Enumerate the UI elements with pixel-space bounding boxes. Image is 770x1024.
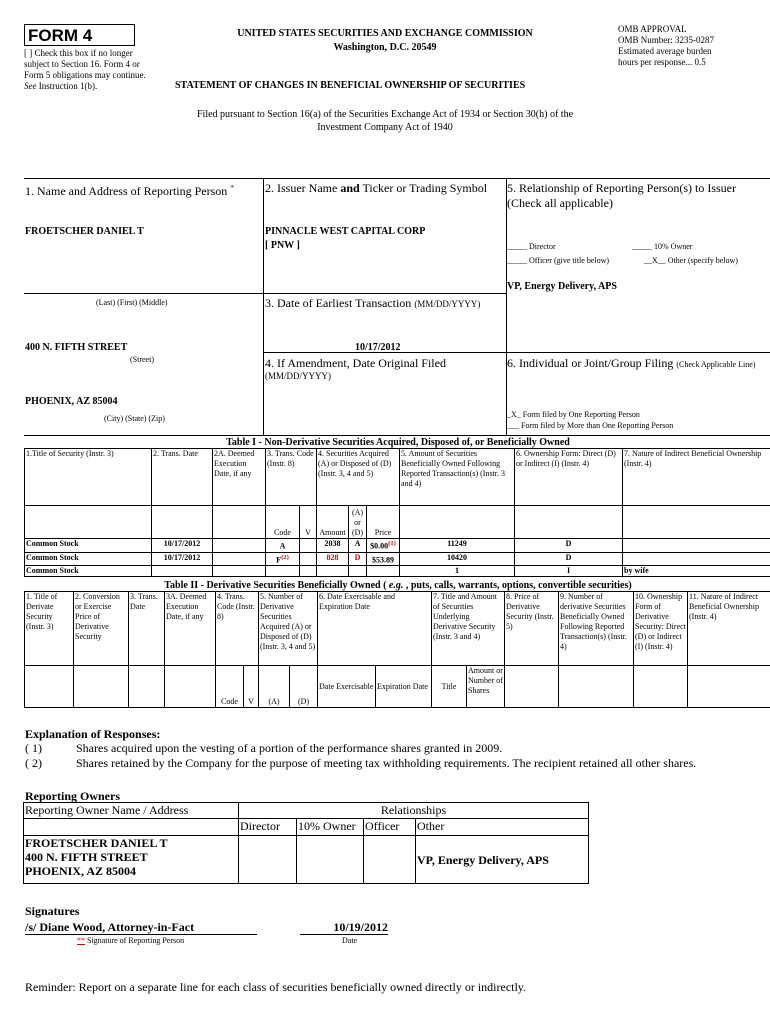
row-title: Common Stock [25, 539, 152, 553]
row-title: Common Stock [25, 552, 152, 566]
check-box-note-text: [ ] Check this box if no longer subject to Section 16. Form 4 or Form 5 obligations may continue. [24, 48, 146, 80]
table1 [24, 448, 770, 577]
row-aord: D [349, 552, 367, 566]
table2-header-row [25, 592, 770, 666]
reporting-person-name: FROETSCHER DANIEL T [25, 226, 144, 237]
box1-label-text: 1. Name and Address of Reporting Person [25, 184, 228, 198]
row-price-value: $53.89 [372, 555, 395, 565]
t2-col7: 7. Title and Amount of Securities Underlying Derivative Security (Instr. 3 and 4) [432, 592, 505, 666]
divider-v1 [263, 178, 264, 436]
t2-col11: 11. Nature of Indirect Beneficial Ownership (Instr. 4) [688, 592, 770, 666]
row-price [367, 552, 400, 566]
t1-col4: 4. Securities Acquired (A) or Disposed of (D) (Instr. 3, 4 and 5) [317, 449, 400, 506]
rel-director: _____ Director [507, 242, 556, 251]
omb-line-1: OMB APPROVAL [618, 24, 687, 34]
box5-sub: (Check all applicable) [507, 196, 613, 210]
table-row [24, 836, 589, 884]
box1-marker: * [230, 184, 234, 192]
check-box-instr: Instruction 1(b). [36, 81, 98, 91]
table2-title-eg: e.g. [388, 580, 404, 591]
owners-col-relationships: Relationships [239, 803, 589, 819]
issuer-name: PINNACLE WEST CAPITAL CORP [265, 226, 426, 237]
box2-label-b: Ticker or Trading Symbol [359, 181, 488, 195]
signature-marker[interactable]: ** [77, 936, 85, 945]
date-label: Date [342, 936, 358, 945]
row-v [300, 552, 317, 566]
row-owned: 10420 [400, 552, 515, 566]
row-code [266, 566, 300, 577]
t1-col2: 2. Trans. Date [152, 449, 213, 506]
row-title: Common Stock [25, 566, 152, 577]
t2-sub-a: (A) [259, 666, 290, 708]
t1-col7: 7. Nature of Indirect Beneficial Ownership (Instr. 4) [623, 449, 770, 506]
issuer-ticker: [ PNW ] [265, 240, 300, 251]
box2-label [265, 181, 487, 195]
t2-col10: 10. Ownership Form of Derivative Security: Direct (D) or Indirect (I) (Instr. 4) [634, 592, 688, 666]
row-price-footnote[interactable]: (1) [388, 540, 396, 547]
t2-col2: 2. Conversion or Exercise Price of Derivative Security [74, 592, 129, 666]
owner-ten [297, 836, 364, 884]
row-owned: 11249 [400, 539, 515, 553]
signature-label-text: Signature of Reporting Person [85, 936, 185, 945]
box6-label [507, 356, 769, 370]
omb-line-4: hours per response... 0.5 [618, 57, 706, 67]
t2-col1: 1. Title of Derivate Security (Instr. 3) [25, 592, 74, 666]
row-amount [317, 566, 349, 577]
explanation-item-2-text: Shares retained by the Company for the purpose of meeting tax withholding requirements. The recipient retained all other shares. [76, 756, 697, 770]
row-amount: 828 [317, 552, 349, 566]
signature-label [77, 936, 184, 946]
omb-line-2: OMB Number: 3235-0287 [618, 35, 714, 45]
box3-label [265, 296, 480, 310]
commission-city: Washington, D.C. 20549 [333, 42, 437, 53]
filing-many: ___ Form filed by More than One Reporting Person [507, 421, 674, 430]
t2-sub-d: (D) [290, 666, 318, 708]
row-nature [623, 539, 770, 553]
row-nature [623, 552, 770, 566]
t2-sub-exp: Expiration Date [376, 666, 432, 708]
box4-hint: (MM/DD/YYYY) [265, 371, 331, 381]
row-nature: by wife [623, 566, 770, 577]
reporting-street: 400 N. FIFTH STREET [25, 342, 128, 353]
row-price [367, 566, 400, 577]
row-code-footnote[interactable]: (2) [281, 553, 289, 561]
owner-name: FROETSCHER DANIEL T [25, 836, 168, 850]
t1-col5: 5. Amount of Securities Beneficially Owned Following Reported Transaction(s) (Instr. 3 and 4) [400, 449, 515, 506]
t2-sub-v: V [244, 666, 259, 708]
reminder: Reminder: Report on a separate line for each class of securities beneficially owned directly or indirectly. [25, 980, 527, 994]
t1-sub-amount: Amount [317, 506, 349, 539]
box3-label-text: 3. Date of Earliest Transaction [265, 296, 415, 310]
row-aord: A [349, 539, 367, 553]
owners-table [23, 802, 589, 884]
t2-col6: 6. Date Exercisable and Expiration Date [318, 592, 432, 666]
filed-pursuant-2: Investment Company Act of 1940 [317, 122, 453, 133]
box6-hint: (Check Applicable Line) [676, 360, 756, 369]
explanation-item-1-text: Shares acquired upon the vesting of a portion of the performance shares granted in 2009. [76, 741, 503, 755]
rel-officer: _____ Officer (give title below) [507, 256, 610, 265]
t2-sub-code: Code [216, 666, 244, 708]
table2-title-a: Table II - Derivative Securities Beneficially Owned ( [164, 580, 389, 591]
check-box-note [24, 48, 148, 92]
t2-sub-amount: Amount or Number of Shares [467, 666, 505, 708]
row-v [300, 539, 317, 553]
owner-officer [364, 836, 416, 884]
owner-address [24, 836, 239, 884]
row-code-value: A [279, 541, 286, 551]
divider-h2 [263, 352, 770, 353]
row-code-value: F [276, 555, 282, 565]
t1-sub-price: Price [367, 506, 400, 539]
box5-label: 5. Relationship of Reporting Person(s) to Issuer [507, 181, 736, 195]
table-row [25, 539, 770, 553]
reporting-city: PHOENIX, AZ 85004 [25, 396, 118, 407]
filed-pursuant-1: Filed pursuant to Section 16(a) of the Securities Exchange Act of 1934 or Section 30(h) of the [196, 109, 574, 120]
t2-col3a: 3A. Deemed Execution Date, if any [165, 592, 216, 666]
row-code [266, 552, 300, 566]
table2-subheader-row [25, 666, 770, 708]
row-deemed [213, 552, 266, 566]
row-price [367, 539, 400, 553]
owners-col-other: Other [416, 819, 589, 836]
omb-approval [618, 24, 768, 68]
rel-ten-pct: _____ 10% Owner [632, 242, 693, 251]
owners-col-ten: 10% Owner [297, 819, 364, 836]
t2-sub-title: Title [432, 666, 467, 708]
row-amount: 2038 [317, 539, 349, 553]
name-hint: (Last) (First) (Middle) [96, 298, 168, 307]
omb-line-3: Estimated average burden [618, 46, 712, 56]
box6-label-text: 6. Individual or Joint/Group Filing [507, 356, 677, 370]
row-deemed [213, 539, 266, 553]
t2-sub-date-ex: Date Exercisable [318, 666, 376, 708]
row-deemed [213, 566, 266, 577]
row-date [152, 566, 213, 577]
t2-col4: 4. Trans. Code (Instr. 8) [216, 592, 259, 666]
row-aord [349, 566, 367, 577]
divider-v2 [506, 178, 507, 436]
rel-other: __X__ Other (specify below) [644, 256, 738, 265]
owners-col-name: Reporting Owner Name / Address [24, 803, 239, 819]
owners-heading: Reporting Owners [25, 789, 120, 803]
t1-col3: 3. Trans. Code (Instr. 8) [266, 449, 317, 506]
box4-label: 4. If Amendment, Date Original Filed [265, 356, 446, 370]
row-form: I [515, 566, 623, 577]
row-date: 10/17/2012 [152, 539, 213, 553]
owner-city: PHOENIX, AZ 85004 [25, 864, 137, 878]
box1-label [25, 181, 234, 198]
earliest-transaction-date: 10/17/2012 [355, 342, 401, 353]
table1-subheader-row [25, 506, 770, 539]
table2 [24, 591, 770, 708]
row-v [300, 566, 317, 577]
t2-col9: 9. Number of derivative Securities Beneficially Owned Following Reported Transaction(s) (Instr. 4) [559, 592, 634, 666]
t1-sub-v: V [300, 506, 317, 539]
street-hint: (Street) [130, 355, 154, 364]
divider-h1 [24, 293, 506, 294]
row-date: 10/17/2012 [152, 552, 213, 566]
officer-title: VP, Energy Delivery, APS [507, 281, 617, 292]
box2-label-and: and [340, 181, 360, 195]
t2-col8: 8. Price of Derivative Security (Instr. 5) [505, 592, 559, 666]
check-box-see: See [24, 81, 37, 91]
box3-hint: (MM/DD/YYYY) [414, 299, 481, 309]
table1-header-row [25, 449, 770, 506]
city-hint: (City) (State) (Zip) [104, 414, 165, 423]
row-owned: 1 [400, 566, 515, 577]
signer-name: /s/ Diane Wood, Attorney-in-Fact [25, 920, 257, 935]
form-title: FORM 4 [24, 24, 135, 46]
explanation-item-2-num: ( 2) [25, 756, 42, 770]
t1-sub-aord: (A) or (D) [349, 506, 367, 539]
box2-label-a: 2. Issuer Name [265, 181, 341, 195]
t1-col2a: 2A. Deemed Execution Date, if any [213, 449, 266, 506]
commission-name: UNITED STATES SECURITIES AND EXCHANGE COMMISSION [237, 28, 533, 39]
t2-col3: 3. Trans. Date [129, 592, 165, 666]
table2-title-b: , puts, calls, warrants, options, convertible securities) [403, 580, 632, 591]
explanation-item-1-num: ( 1) [25, 741, 42, 755]
filing-one: _X_ Form filed by One Reporting Person [507, 410, 640, 419]
explanation-heading: Explanation of Responses: [25, 727, 161, 741]
table-row [25, 552, 770, 566]
row-form: D [515, 539, 623, 553]
owner-other: VP, Energy Delivery, APS [416, 836, 589, 884]
t1-sub-code: Code [266, 506, 300, 539]
owners-col-officer: Officer [364, 819, 416, 836]
statement-title: STATEMENT OF CHANGES IN BENEFICIAL OWNERSHIP OF SECURITIES [175, 80, 526, 91]
owner-director [239, 836, 297, 884]
t1-col1: 1.Title of Security (Instr. 3) [25, 449, 152, 506]
owner-street: 400 N. FIFTH STREET [25, 850, 148, 864]
row-price-value: $0.00 [370, 541, 389, 551]
table-row [25, 566, 770, 577]
signatures-heading: Signatures [25, 904, 80, 918]
t2-col5: 5. Number of Derivative Securities Acquired (A) or Disposed of (D) (Instr. 3, 4 and 5) [259, 592, 318, 666]
owners-col-director: Director [239, 819, 297, 836]
t1-col6: 6. Ownership Form: Direct (D) or Indirect (I) (Instr. 4) [515, 449, 623, 506]
row-form: D [515, 552, 623, 566]
signature-date: 10/19/2012 [300, 920, 388, 935]
table1-title: Table I - Non-Derivative Securities Acquired, Disposed of, or Beneficially Owned [226, 437, 570, 448]
row-code [266, 539, 300, 553]
